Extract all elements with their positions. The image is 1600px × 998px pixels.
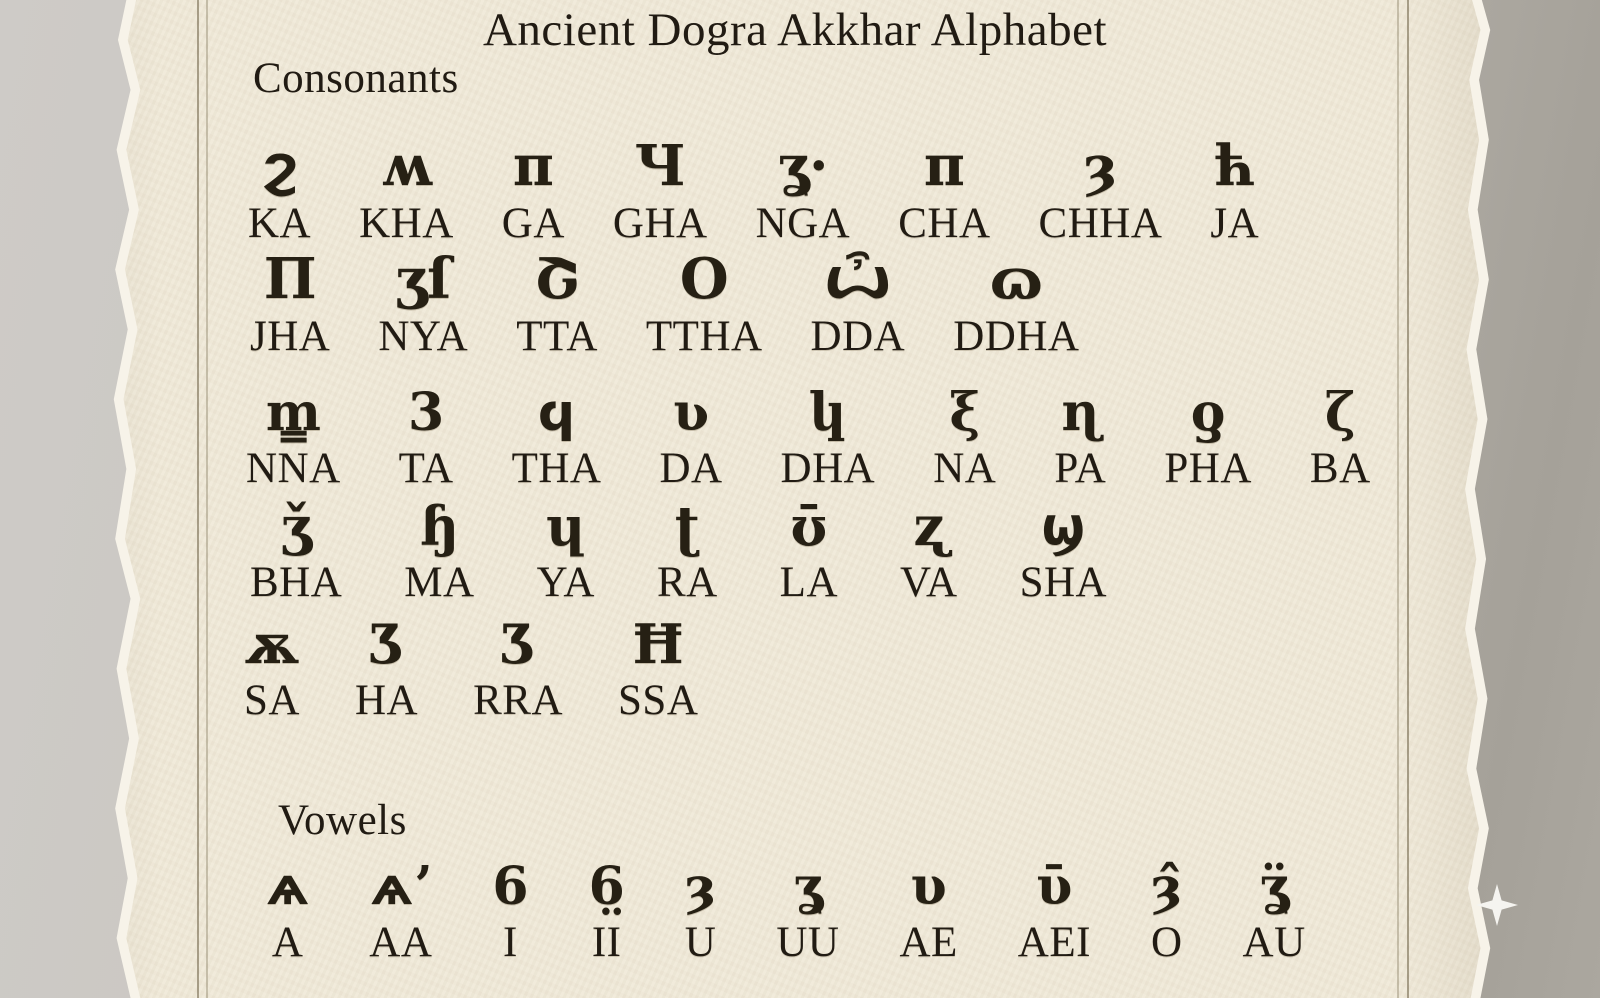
- letter-glyph: Ħ: [632, 612, 684, 676]
- letter-label: II: [591, 919, 622, 966]
- letter-label: AEI: [1017, 919, 1091, 966]
- letter-glyph: ʓ·: [777, 133, 829, 199]
- letter-label: RA: [656, 559, 718, 606]
- vowel-row: [266, 855, 1306, 967]
- letter-glyph: ʊ̄: [790, 494, 828, 558]
- letter-glyph: ʋ: [672, 382, 710, 443]
- letter-glyph: ɷ: [989, 246, 1043, 312]
- letter-cell: [900, 487, 958, 607]
- letter-glyph: 3: [408, 382, 445, 443]
- letter-label: VA: [900, 559, 958, 606]
- letter-label: U: [684, 919, 717, 966]
- letter-glyph: ϣ: [1040, 494, 1086, 558]
- letter-cell: [250, 243, 330, 361]
- letter-label: KA: [248, 200, 312, 247]
- letter-label: YA: [536, 559, 595, 606]
- letter-cell: [404, 487, 474, 607]
- letter-cell: [244, 602, 300, 725]
- letter-glyph: ƍ: [1190, 382, 1226, 443]
- letter-label: SA: [244, 677, 300, 724]
- letter-glyph: Ӡ: [500, 612, 536, 676]
- consonant-row-5: [244, 602, 698, 725]
- letter-glyph: ћ: [1214, 133, 1256, 199]
- letter-glyph: ʈ: [674, 494, 700, 558]
- letter-label: THA: [511, 445, 602, 492]
- letter-cell: [618, 602, 698, 725]
- letter-glyph: ӡſ: [395, 246, 452, 312]
- letter-glyph: ѫ: [244, 612, 300, 676]
- letter-cell: [246, 368, 341, 493]
- letter-label: NYA: [378, 313, 469, 360]
- letter-label: I: [503, 919, 518, 966]
- letter-glyph: ȝ: [1083, 133, 1118, 199]
- letter-glyph: ʍ: [381, 133, 432, 199]
- letter-label: AU: [1242, 919, 1306, 966]
- letter-label: AE: [899, 919, 958, 966]
- letter-cell: [899, 855, 957, 967]
- letter-label: DDA: [810, 313, 906, 360]
- letter-label: RRA: [473, 677, 563, 724]
- letter-label: TA: [398, 445, 454, 492]
- letter-label: LA: [779, 559, 838, 606]
- letter-glyph: ѧ: [266, 856, 310, 917]
- letter-cell: [516, 243, 598, 361]
- letter-glyph: π: [512, 133, 554, 199]
- letter-glyph: ѽ: [825, 246, 891, 312]
- letter-glyph: m̳: [265, 382, 321, 443]
- left-border-rule-outer: [197, 0, 199, 998]
- letter-label: PHA: [1164, 445, 1252, 492]
- letter-label: NA: [933, 445, 997, 492]
- letter-label: GHA: [612, 200, 708, 247]
- letter-cell: [657, 487, 718, 607]
- letter-glyph: Π: [263, 246, 317, 312]
- letter-cell: [1243, 855, 1306, 967]
- letter-cell: [589, 855, 625, 967]
- letter-glyph: Ο: [679, 246, 729, 312]
- letter-glyph: ȝ̂: [1150, 856, 1183, 917]
- letter-label: DDHA: [953, 313, 1080, 360]
- letter-glyph: 6: [492, 856, 529, 917]
- letter-label: O: [1150, 919, 1183, 966]
- letter-cell: [811, 243, 906, 361]
- letter-label: NGA: [755, 200, 851, 247]
- letter-glyph: ϩ: [261, 133, 298, 199]
- letter-cell: [473, 602, 563, 725]
- letter-cell: [953, 243, 1079, 361]
- vowels-heading: Vowels: [278, 797, 407, 844]
- letter-glyph: Շ: [533, 246, 581, 312]
- sparkle-icon: [1476, 884, 1518, 926]
- letter-cell: [780, 487, 838, 607]
- letter-glyph: ɳ: [1061, 382, 1100, 443]
- letter-cell: [512, 368, 602, 493]
- letter-cell: [1018, 855, 1091, 967]
- left-border-rule-inner: [206, 0, 208, 998]
- letter-glyph: ȝ: [684, 856, 717, 917]
- letter-cell: [659, 368, 722, 493]
- letter-glyph: ɧ: [419, 494, 460, 558]
- letter-cell: [613, 112, 708, 248]
- letter-label: BHA: [250, 559, 343, 606]
- letter-cell: [685, 855, 717, 967]
- letter-glyph: ǯ: [280, 494, 312, 558]
- letter-glyph: п: [923, 133, 965, 199]
- letter-label: TTA: [516, 313, 598, 360]
- letter-cell: [781, 368, 876, 493]
- letter-label: HA: [354, 677, 419, 724]
- letter-label: KHA: [359, 200, 454, 247]
- letter-cell: [1151, 855, 1183, 967]
- letter-cell: [399, 368, 454, 493]
- letter-glyph: ϥ: [537, 382, 576, 443]
- letter-cell: [378, 243, 468, 361]
- letter-label: JHA: [250, 313, 331, 360]
- letter-label: GA: [501, 200, 565, 247]
- letter-cell: [369, 855, 432, 967]
- letter-label: CHHA: [1038, 200, 1163, 247]
- letter-cell: [250, 487, 342, 607]
- letter-cell: [776, 855, 839, 967]
- letter-cell: [359, 112, 454, 248]
- page-title: Ancient Dogra Akkhar Alphabet: [482, 4, 1108, 56]
- letter-cell: [502, 112, 565, 248]
- letter-cell: [898, 112, 990, 248]
- letter-cell: [646, 243, 763, 361]
- right-border-rule-inner: [1397, 0, 1399, 998]
- consonant-row-1: [248, 112, 1259, 248]
- consonant-row-3: [246, 368, 1371, 493]
- letter-label: SHA: [1019, 559, 1108, 606]
- letter-cell: [756, 112, 851, 248]
- letter-glyph: υ: [910, 856, 947, 917]
- letter-cell: [492, 855, 528, 967]
- letter-glyph: ῡ: [1036, 856, 1073, 917]
- letter-glyph: Ч: [634, 133, 686, 199]
- letter-cell: [1020, 487, 1108, 607]
- letter-glyph: ʓ̈: [1259, 856, 1289, 917]
- letter-label: TTHA: [645, 313, 763, 360]
- letter-cell: [248, 112, 311, 248]
- letter-label: CHA: [898, 200, 991, 247]
- letter-cell: [1210, 112, 1259, 248]
- letter-cell: [1054, 368, 1106, 493]
- letter-label: PA: [1054, 445, 1107, 492]
- letter-glyph: ξ: [949, 382, 981, 443]
- letter-glyph: ʓ: [793, 856, 823, 917]
- letter-label: DHA: [780, 445, 876, 492]
- letter-label: UU: [776, 919, 840, 966]
- consonant-row-4: [250, 487, 1107, 607]
- letter-glyph: ѧʼ: [370, 856, 432, 917]
- letter-label: MA: [404, 559, 475, 606]
- letter-cell: [537, 487, 595, 607]
- letter-label: JA: [1210, 200, 1260, 247]
- consonants-heading: Consonants: [253, 55, 459, 102]
- letter-label: BA: [1309, 445, 1371, 492]
- letter-cell: [1310, 368, 1371, 493]
- letter-label: A: [271, 919, 304, 966]
- letter-cell: [1039, 112, 1163, 248]
- letter-label: NNA: [246, 445, 341, 492]
- letter-cell: [1164, 368, 1252, 493]
- letter-cell: [266, 855, 309, 967]
- letter-glyph: Ʒ: [368, 612, 405, 676]
- letter-glyph: ɥ: [546, 494, 586, 558]
- right-border-rule-outer: [1407, 0, 1409, 998]
- letter-cell: [933, 368, 996, 493]
- letter-label: AA: [369, 919, 433, 966]
- letter-glyph: կ: [809, 382, 847, 443]
- letter-glyph: ʐ: [913, 494, 945, 558]
- letter-glyph: ζ: [1324, 382, 1356, 443]
- letter-glyph: 6̤: [588, 856, 625, 917]
- letter-cell: [355, 602, 418, 725]
- letter-label: DA: [659, 445, 723, 492]
- consonant-row-2: [250, 243, 1079, 361]
- letter-label: SSA: [618, 677, 699, 724]
